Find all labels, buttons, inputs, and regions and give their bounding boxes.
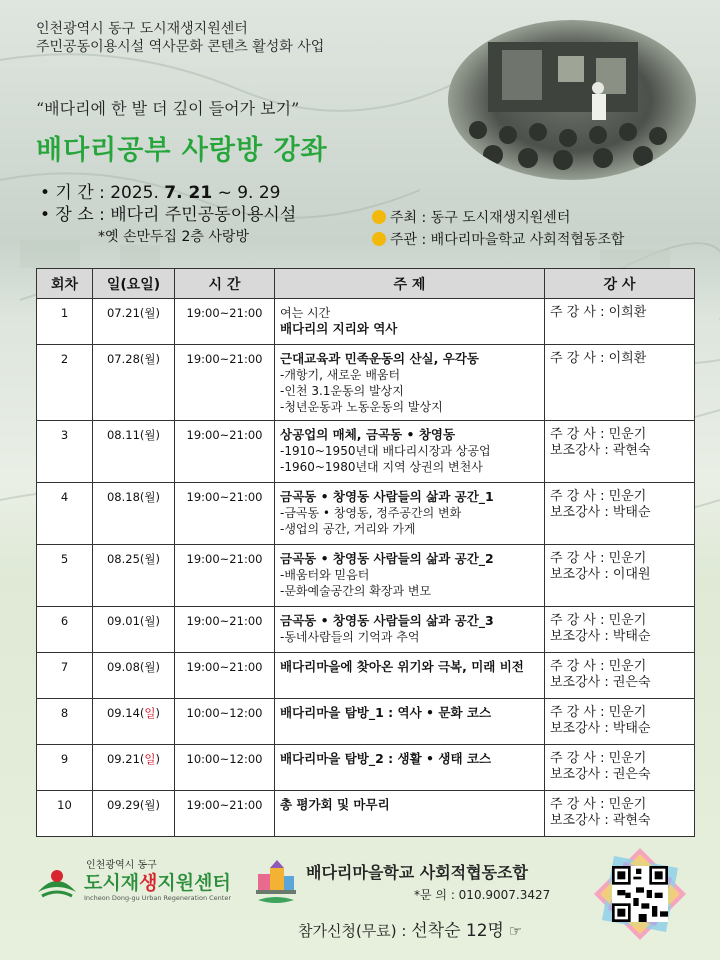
logo-text-c: 지원센터 xyxy=(157,872,231,894)
topic-subitem: -1910~1950년대 배다리시장과 상공업 xyxy=(280,444,491,458)
bullet-dot-icon xyxy=(372,210,386,224)
session-instructors xyxy=(545,607,695,653)
table-row xyxy=(37,299,695,345)
table-row xyxy=(37,745,695,791)
session-time: 19:00~21:00 xyxy=(175,607,275,653)
topic-title: 금곡동 • 창영동 사람들의 삶과 공간_3 xyxy=(280,613,494,628)
session-date xyxy=(93,421,175,483)
session-date xyxy=(93,483,175,545)
session-time: 19:00~21:00 xyxy=(175,483,275,545)
period-label: • 기 간 : xyxy=(40,183,111,203)
date-close: ) xyxy=(155,552,161,566)
date-text: 08.25( xyxy=(106,552,145,566)
date-close: ) xyxy=(155,660,161,674)
session-number: 10 xyxy=(37,791,93,837)
assistant-instructor: 보조강사 : 이대원 xyxy=(550,567,651,582)
session-topic xyxy=(275,653,545,699)
date-close: ) xyxy=(155,752,161,766)
session-time: 19:00~21:00 xyxy=(175,545,275,607)
session-instructors xyxy=(545,345,695,421)
session-time: 19:00~21:00 xyxy=(175,299,275,345)
place-line: • 장 소 : 배다리 주민공동이용시설 xyxy=(40,205,297,225)
logo-main-text xyxy=(84,868,231,895)
topic-title: 배다리마을 탐방_1 : 역사 • 문화 코스 xyxy=(280,705,492,720)
subtitle-quote: “배다리에 한 발 더 깊이 들어가 보기” xyxy=(36,99,300,118)
topic-subitem: -배움터와 믿음터 xyxy=(280,568,370,582)
date-text: 09.01( xyxy=(106,614,145,628)
topic-subitem: -개항기, 새로운 배움터 xyxy=(280,368,401,382)
pointing-hand-icon: ☞ xyxy=(508,922,523,940)
session-number: 9 xyxy=(37,745,93,791)
session-topic xyxy=(275,607,545,653)
col-header-topic: 주 제 xyxy=(275,269,545,299)
session-topic xyxy=(275,345,545,421)
period-prefix: 2025. xyxy=(110,183,165,203)
place-note: *옛 손만두집 2층 사랑방 xyxy=(98,229,249,245)
topic-subitem: -청년운동과 노동운동의 발상지 xyxy=(280,400,443,414)
session-topic xyxy=(275,483,545,545)
date-close: ) xyxy=(155,706,161,720)
col-header-instructor: 강 사 xyxy=(545,269,695,299)
bullet-dot-icon xyxy=(372,232,386,246)
date-text: 07.21( xyxy=(106,306,145,320)
date-text: 08.18( xyxy=(106,490,145,504)
session-number: 7 xyxy=(37,653,93,699)
session-instructors xyxy=(545,299,695,345)
assistant-instructor: 보조강사 : 박태순 xyxy=(550,721,651,736)
session-time: 19:00~21:00 xyxy=(175,421,275,483)
table-row xyxy=(37,545,695,607)
date-close: ) xyxy=(155,428,161,442)
session-topic xyxy=(275,421,545,483)
session-date xyxy=(93,607,175,653)
session-number: 8 xyxy=(37,699,93,745)
contact-info: *문 의 : 010.9007.3427 xyxy=(414,888,551,902)
table-row xyxy=(37,483,695,545)
date-text: 08.11( xyxy=(106,428,145,442)
session-date xyxy=(93,791,175,837)
date-close: ) xyxy=(155,798,161,812)
application-info xyxy=(298,916,522,941)
date-close: ) xyxy=(155,306,161,320)
weekday: 일 xyxy=(144,706,156,720)
table-row xyxy=(37,699,695,745)
host-info xyxy=(372,206,624,250)
date-text: 09.08( xyxy=(106,660,145,674)
session-number: 3 xyxy=(37,421,93,483)
date-text: 07.28( xyxy=(106,352,145,366)
session-date xyxy=(93,545,175,607)
main-instructor: 주 강 사 : 민운기 xyxy=(550,751,647,766)
weekday: 월 xyxy=(144,490,156,504)
weekday: 월 xyxy=(144,614,156,628)
schedule-table xyxy=(36,268,695,837)
topic-title: 총 평가회 및 마무리 xyxy=(280,797,390,812)
main-instructor: 주 강 사 : 민운기 xyxy=(550,797,647,812)
org-line-2: 주민공동이용시설 역사문화 콘텐츠 활성화 사업 xyxy=(36,39,325,55)
topic-intro: 여는 시간 xyxy=(280,306,331,320)
session-date xyxy=(93,699,175,745)
session-topic xyxy=(275,299,545,345)
session-date xyxy=(93,745,175,791)
topic-subitem: -생업의 공간, 거리와 가게 xyxy=(280,522,416,536)
weekday: 월 xyxy=(144,660,156,674)
topic-title: 금곡동 • 창영동 사람들의 삶과 공간_1 xyxy=(280,489,494,504)
urban-regeneration-center-logo xyxy=(36,856,256,906)
main-instructor: 주 강 사 : 민운기 xyxy=(550,705,647,720)
topic-subitem: -문화예술공간의 확장과 변모 xyxy=(280,584,432,598)
date-text: 09.29( xyxy=(106,798,145,812)
col-header-time: 시 간 xyxy=(175,269,275,299)
session-time: 10:00~12:00 xyxy=(175,699,275,745)
org-line-1: 인천광역시 동구 도시재생지원센터 xyxy=(36,21,248,37)
weekday: 월 xyxy=(144,798,156,812)
assistant-instructor: 보조강사 : 권은숙 xyxy=(550,767,651,782)
weekday: 일 xyxy=(144,752,156,766)
main-instructor: 주 강 사 : 민운기 xyxy=(550,489,647,504)
session-instructors xyxy=(545,483,695,545)
table-header-row xyxy=(37,269,695,299)
topic-subitem: -인천 3.1운동의 발상지 xyxy=(280,384,404,398)
weekday: 월 xyxy=(144,306,156,320)
weekday: 월 xyxy=(144,352,156,366)
session-instructors xyxy=(545,653,695,699)
topic-title: 배다리마을에 찾아온 위기와 극복, 미래 비전 xyxy=(280,659,524,674)
main-instructor: 주 강 사 : 이희환 xyxy=(550,351,647,366)
session-number: 5 xyxy=(37,545,93,607)
session-number: 1 xyxy=(37,299,93,345)
topic-title: 배다리마을 탐방_2 : 생활 • 생태 코스 xyxy=(280,751,492,766)
session-topic xyxy=(275,791,545,837)
session-time: 19:00~21:00 xyxy=(175,791,275,837)
table-row xyxy=(37,421,695,483)
date-close: ) xyxy=(155,352,161,366)
date-close: ) xyxy=(155,614,161,628)
assistant-instructor: 보조강사 : 권은숙 xyxy=(550,675,651,690)
qr-code-frame xyxy=(594,848,686,940)
apply-value: 선착순 12명 xyxy=(411,921,504,941)
logo-small-text: 인천광역시 동구 xyxy=(86,860,157,871)
session-topic xyxy=(275,545,545,607)
table-row xyxy=(37,345,695,421)
col-header-session: 회차 xyxy=(37,269,93,299)
session-date xyxy=(93,299,175,345)
main-instructor: 주 강 사 : 이희환 xyxy=(550,305,647,320)
session-instructors xyxy=(545,745,695,791)
organization-header xyxy=(36,20,324,56)
session-instructors xyxy=(545,545,695,607)
col-header-date: 일(요일) xyxy=(93,269,175,299)
session-date xyxy=(93,345,175,421)
session-time: 10:00~12:00 xyxy=(175,745,275,791)
main-instructor: 주 강 사 : 민운기 xyxy=(550,427,647,442)
weekday: 월 xyxy=(144,428,156,442)
session-topic xyxy=(275,699,545,745)
weekday: 월 xyxy=(144,552,156,566)
session-instructors xyxy=(545,421,695,483)
regeneration-logo-icon xyxy=(36,866,78,900)
assistant-instructor: 보조강사 : 박태순 xyxy=(550,629,651,644)
topic-title: 배다리의 지리와 역사 xyxy=(280,321,398,336)
date-text: 09.14( xyxy=(106,706,145,720)
table-row xyxy=(37,791,695,837)
qr-code-icon[interactable] xyxy=(612,866,668,922)
topic-title: 금곡동 • 창영동 사람들의 삶과 공간_2 xyxy=(280,551,494,566)
page-title: 배다리공부 사랑방 강좌 xyxy=(36,135,328,166)
topic-subitem: -1960~1980년대 지역 상권의 변천사 xyxy=(280,460,483,474)
organizer-row xyxy=(372,228,624,250)
assistant-instructor: 보조강사 : 박태순 xyxy=(550,505,651,520)
host-row xyxy=(372,206,624,228)
logo-text-a: 도시재 xyxy=(84,872,140,894)
host-text: 주최 : 동구 도시재생지원센터 xyxy=(390,210,571,226)
logo-text-b: 생 xyxy=(139,872,158,894)
village-school-icon xyxy=(254,856,298,908)
session-instructors xyxy=(545,791,695,837)
main-instructor: 주 강 사 : 민운기 xyxy=(550,613,647,628)
session-date xyxy=(93,653,175,699)
assistant-instructor: 보조강사 : 곽현숙 xyxy=(550,813,651,828)
session-number: 6 xyxy=(37,607,93,653)
assistant-instructor: 보조강사 : 곽현숙 xyxy=(550,443,651,458)
topic-subitem: -동네사람들의 기억과 추억 xyxy=(280,630,420,644)
period-start: 7. 21 xyxy=(164,183,213,203)
apply-label: 참가신청(무료) : xyxy=(298,922,412,940)
session-number: 4 xyxy=(37,483,93,545)
date-text: 09.21( xyxy=(106,752,145,766)
session-time: 19:00~21:00 xyxy=(175,653,275,699)
main-instructor: 주 강 사 : 민운기 xyxy=(550,659,647,674)
session-topic xyxy=(275,745,545,791)
topic-title: 상공업의 매체, 금곡동 • 창영동 xyxy=(280,427,456,442)
topic-subitem: -금곡동 • 창영동, 정주공간의 변화 xyxy=(280,506,462,520)
table-row xyxy=(37,653,695,699)
session-time: 19:00~21:00 xyxy=(175,345,275,421)
cooperative-name: 배다리마을학교 사회적협동조합 xyxy=(306,863,528,882)
table-row xyxy=(37,607,695,653)
classroom-photo xyxy=(448,20,696,180)
date-close: ) xyxy=(155,490,161,504)
main-instructor: 주 강 사 : 민운기 xyxy=(550,551,647,566)
topic-title: 근대교육과 민족운동의 산실, 우각동 xyxy=(280,351,479,366)
organizer-text: 주관 : 배다리마을학교 사회적협동조합 xyxy=(390,232,625,248)
session-instructors xyxy=(545,699,695,745)
period-end: ~ 9. 29 xyxy=(212,183,281,203)
logo-english-text: Incheon Dong-gu Urban Regeneration Center xyxy=(84,894,232,902)
session-number: 2 xyxy=(37,345,93,421)
